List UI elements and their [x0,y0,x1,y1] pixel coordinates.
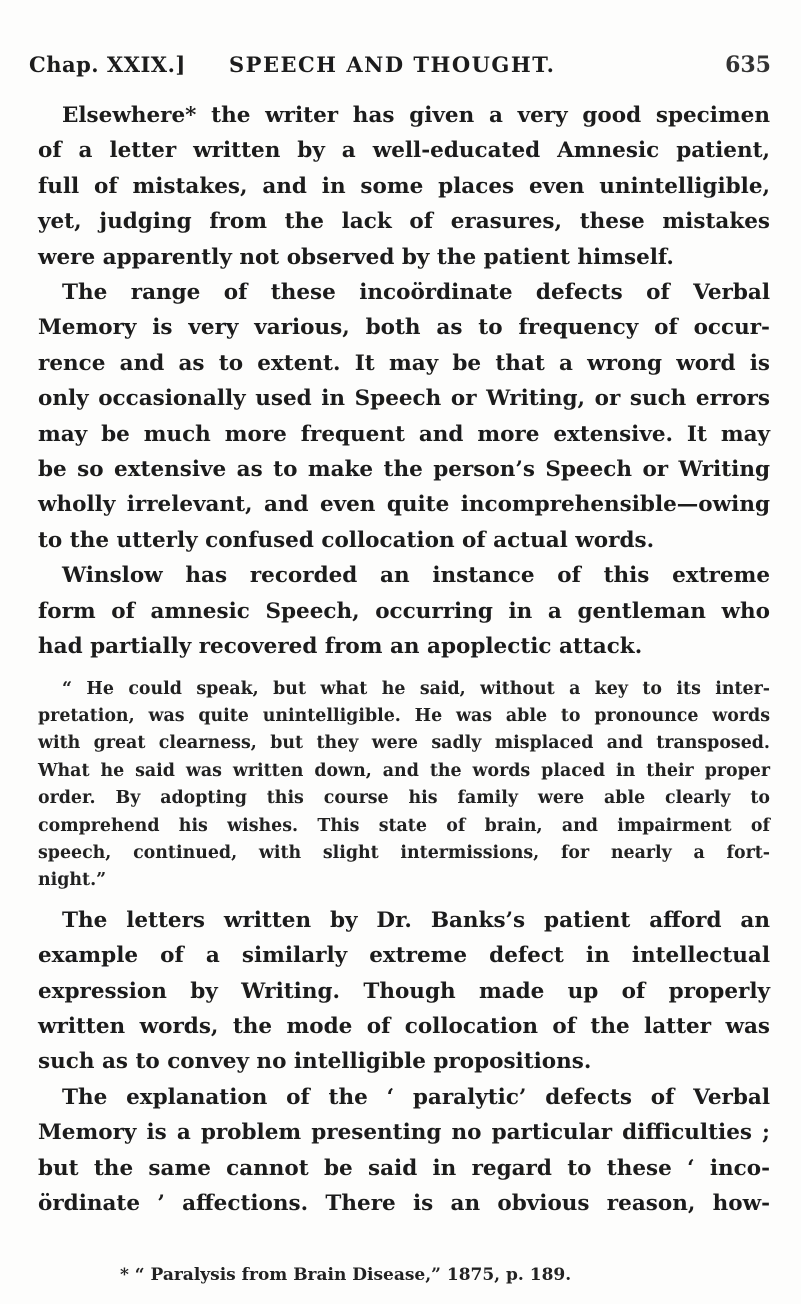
text-line: Elsewhere* the writer has given a very good specimen [62,103,770,128]
text-line: expression by Writing. Though made up of properly [38,978,770,1004]
text-line: The range of these incoördinate defects of Verbal [62,280,770,306]
text-line: such as to convey no intelligible propositions. [38,1049,592,1075]
block-quote [38,676,770,895]
paragraph-1 [38,98,770,275]
quote-line: speech, continued, with slight intermissions, for nearly a fort- [38,842,770,863]
text-line: may be much more frequent and more extensive. It may [38,421,770,447]
text-line: The letters written by Dr. Banks’s patient afford an [62,907,770,933]
paragraph-3 [38,558,770,664]
page-number: 635 [725,52,771,78]
quote-line: comprehend his wishes. This state of brain, and impairment of [38,815,770,836]
text-line: had partially recovered from an apoplectic attack. [38,634,643,660]
quote-line: What he said was written down, and the words placed in their proper [38,760,770,781]
quote-line: with great clearness, but they were sadly misplaced and transposed. [38,733,770,754]
text-line: form of amnesic Speech, occurring in a gentleman who [38,598,770,624]
text-line: Winslow has recorded an instance of this extreme [62,563,770,589]
text-line: yet, judging from the lack of erasures, these mistakes [38,209,770,235]
text-line: Memory is very various, both as to frequency of occur- [38,315,770,341]
quote-line: order. By adopting this course his family were able clearly to [38,788,770,809]
text-line: but the same cannot be said in regard to these ‘ inco- [38,1155,770,1181]
text-line: to the utterly confused collocation of actual words. [38,527,655,553]
text-line: example of a similarly extreme defect in intellectual [38,943,770,969]
text-line: written words, the mode of collocation of the latter was [38,1013,770,1039]
text-line: be so extensive as to make the person’s Speech or Writing [38,457,770,483]
text-line: Memory is a problem presenting no particular difficulties ; [38,1120,770,1146]
running-head [29,52,771,92]
paragraph-2 [38,275,770,558]
paragraph-5 [38,1080,770,1222]
text-line: of a letter written by a well-educated Amnesic patient, [38,138,770,164]
text-line: full of mistakes, and in some places even unintelligible, [38,173,770,199]
text-line: only occasionally used in Speech or Writing, or such errors [38,386,770,412]
chapter-label: Chap. XXIX.] [29,52,186,77]
running-title: SPEECH AND THOUGHT. [229,52,556,77]
quote-line: “ He could speak, but what he said, without a key to its inter- [62,678,770,699]
footnote: * “ Paralysis from Brain Disease,” 1875, p. 189. [120,1265,572,1285]
paragraph-4 [38,903,770,1080]
body-text [38,98,770,1221]
text-line: rence and as to extent. It may be that a wrong word is [38,350,770,376]
quote-line: night.” [38,870,107,891]
text-line: wholly irrelevant, and even quite incomprehensible—owing [38,492,770,518]
quote-line: pretation, was quite unintelligible. He was able to pronounce words [38,705,770,726]
text-line: were apparently not observed by the patient himself. [38,244,674,270]
text-line: ördinate ’ affections. There is an obvious reason, how- [38,1191,770,1216]
text-line: The explanation of the ‘ paralytic’ defects of Verbal [62,1084,770,1110]
